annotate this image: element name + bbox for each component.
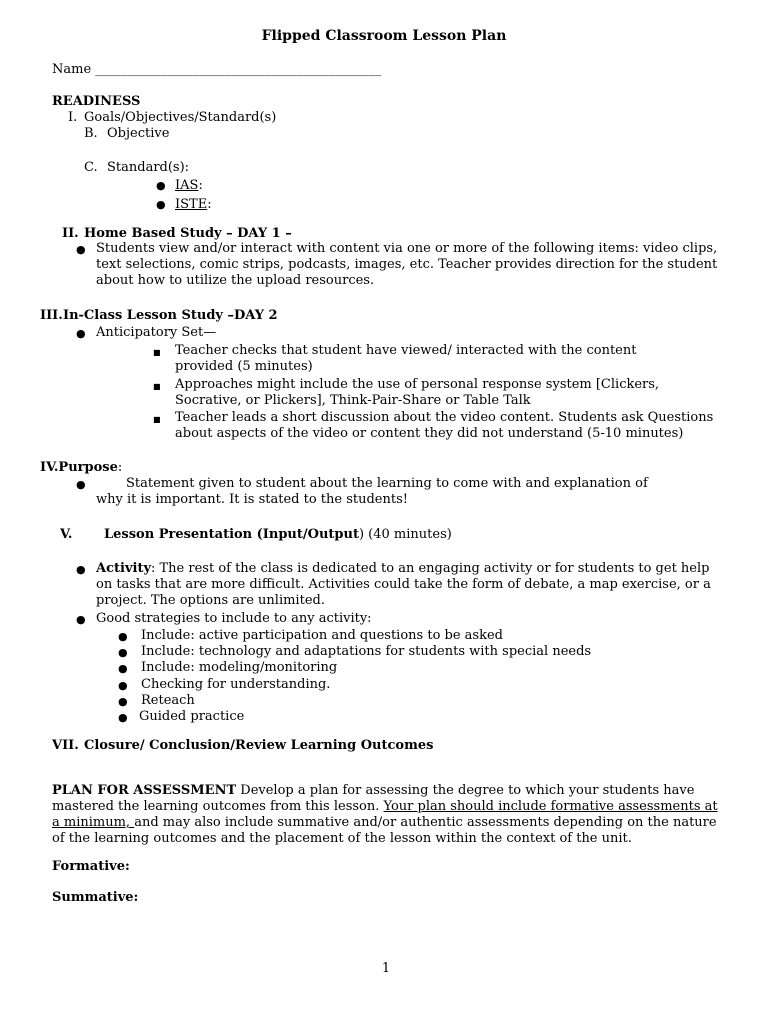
section-4-bullet: Statement given to student about the learning to come with and explanation of why it is important. It is stated to the students!	[96, 476, 648, 507]
section-2-bullet: Students view and/or interact with content via one or more of the following items: video clips, text selections, comic strips, podcasts, images, etc. Teacher provides direction for the student about how to utilize the upload resources.	[96, 241, 718, 288]
bullet-dot-icon: ●	[118, 695, 128, 708]
strategy-item: Include: active participation and questions to be asked	[141, 628, 503, 643]
section-4-num: IV.	[40, 460, 59, 475]
strategy-item: Include: modeling/monitoring	[141, 660, 338, 675]
readiness-c-label: Standard(s):	[107, 160, 190, 175]
readiness-i-num: I.	[68, 110, 78, 125]
section-3-num: III.	[40, 308, 63, 323]
ias-label: IAS	[175, 178, 199, 193]
activity-text: : The rest of the class is dedicated to an engaging activity or for students to get help on tasks that are more difficult. Activities could take the form of debate, a map exercise, or a project. The options are unlimited.	[96, 561, 711, 608]
bullet-dot-icon: ●	[118, 630, 128, 643]
section-4-colon: :	[117, 460, 123, 475]
square-bullet-icon: ■	[153, 382, 161, 391]
readiness-heading: READINESS	[52, 94, 141, 109]
activity-label: Activity	[96, 561, 151, 576]
readiness-i-label: Goals/Objectives/Standard(s)	[84, 110, 277, 125]
standard-iste	[175, 197, 212, 213]
section-3-sub-1: Teacher checks that student have viewed/ interacted with the content provided (5 minutes)	[175, 343, 637, 374]
formative-label: Formative:	[52, 859, 130, 874]
bullet-dot-icon: ●	[76, 243, 86, 256]
section-7-heading: Closure/ Conclusion/Review Learning Outcomes	[84, 738, 434, 753]
section-4-heading: Purpose	[58, 460, 118, 475]
standard-ias	[175, 178, 203, 194]
section-3-sub-3: Teacher leads a short discussion about the video content. Students ask Questions about aspects of the video or content they did not understand (5-10 minutes)	[175, 410, 714, 441]
bullet-dot-icon: ●	[76, 563, 86, 576]
square-bullet-icon: ■	[153, 348, 161, 357]
strategy-item: Guided practice	[139, 709, 245, 724]
assessment-text-1: Develop a plan for assessing the degree to which your students have mastered the learning outcomes from this lesson.	[52, 783, 695, 814]
strategy-item: Include: technology and adaptations for students with special needs	[141, 644, 592, 659]
iste-label: ISTE	[175, 197, 208, 212]
assessment-heading: PLAN FOR ASSESSMENT	[52, 783, 237, 798]
section-4-title	[40, 460, 122, 476]
name-row	[52, 62, 381, 78]
section-3-sub-2: Approaches might include the use of personal response system [Clickers, Socrative, or Plickers], Think-Pair-Share or Table Talk	[175, 377, 660, 408]
name-blank-line: ____________________________________________	[95, 62, 382, 77]
bullet-dot-icon: ●	[156, 198, 166, 211]
readiness-b-num: B.	[84, 126, 98, 141]
section-5-title	[104, 527, 452, 543]
ias-colon: :	[198, 178, 203, 193]
square-bullet-icon: ■	[153, 415, 161, 424]
bullet-dot-icon: ●	[118, 711, 128, 724]
bullet-dot-icon: ●	[156, 179, 166, 192]
summative-label: Summative:	[52, 890, 139, 905]
readiness-b-label: Objective	[107, 126, 170, 141]
bullet-dot-icon: ●	[118, 679, 128, 692]
readiness-c-num: C.	[84, 160, 98, 175]
page-number: 1	[381, 961, 391, 976]
section-5-duration: ) (40 minutes)	[358, 527, 452, 542]
name-label: Name	[52, 62, 92, 77]
section-5-heading: Lesson Presentation (Input/Output	[104, 527, 359, 542]
section-2-num: II.	[62, 226, 79, 241]
strategy-item: Reteach	[141, 693, 195, 708]
bullet-dot-icon: ●	[76, 613, 86, 626]
section-3-heading: In-Class Lesson Study –DAY 2	[63, 308, 278, 323]
section-7-num: VII.	[52, 738, 79, 753]
strategy-item: Checking for understanding.	[141, 677, 331, 692]
activity-paragraph	[96, 561, 720, 609]
good-strategies: Good strategies to include to any activity:	[96, 611, 372, 626]
section-5-num: V.	[60, 527, 73, 542]
assessment-text-2: and may also include summative and/or authentic assessments depending on the nature of the learning outcomes and the placement of the lesson within the context of the unit.	[52, 815, 717, 846]
iste-colon: :	[207, 197, 212, 212]
bullet-dot-icon: ●	[118, 662, 128, 675]
anticipatory-set: Anticipatory Set—	[96, 325, 217, 340]
page-title: Flipped Classroom Lesson Plan	[261, 28, 507, 44]
bullet-dot-icon: ●	[118, 646, 128, 659]
assessment-underlined: Your plan should include formative assessments at a minimum,	[52, 799, 718, 830]
bullet-dot-icon: ●	[76, 478, 86, 491]
section-2-heading: Home Based Study – DAY 1 –	[84, 226, 292, 241]
assessment-paragraph	[52, 783, 724, 847]
bullet-dot-icon: ●	[76, 327, 86, 340]
